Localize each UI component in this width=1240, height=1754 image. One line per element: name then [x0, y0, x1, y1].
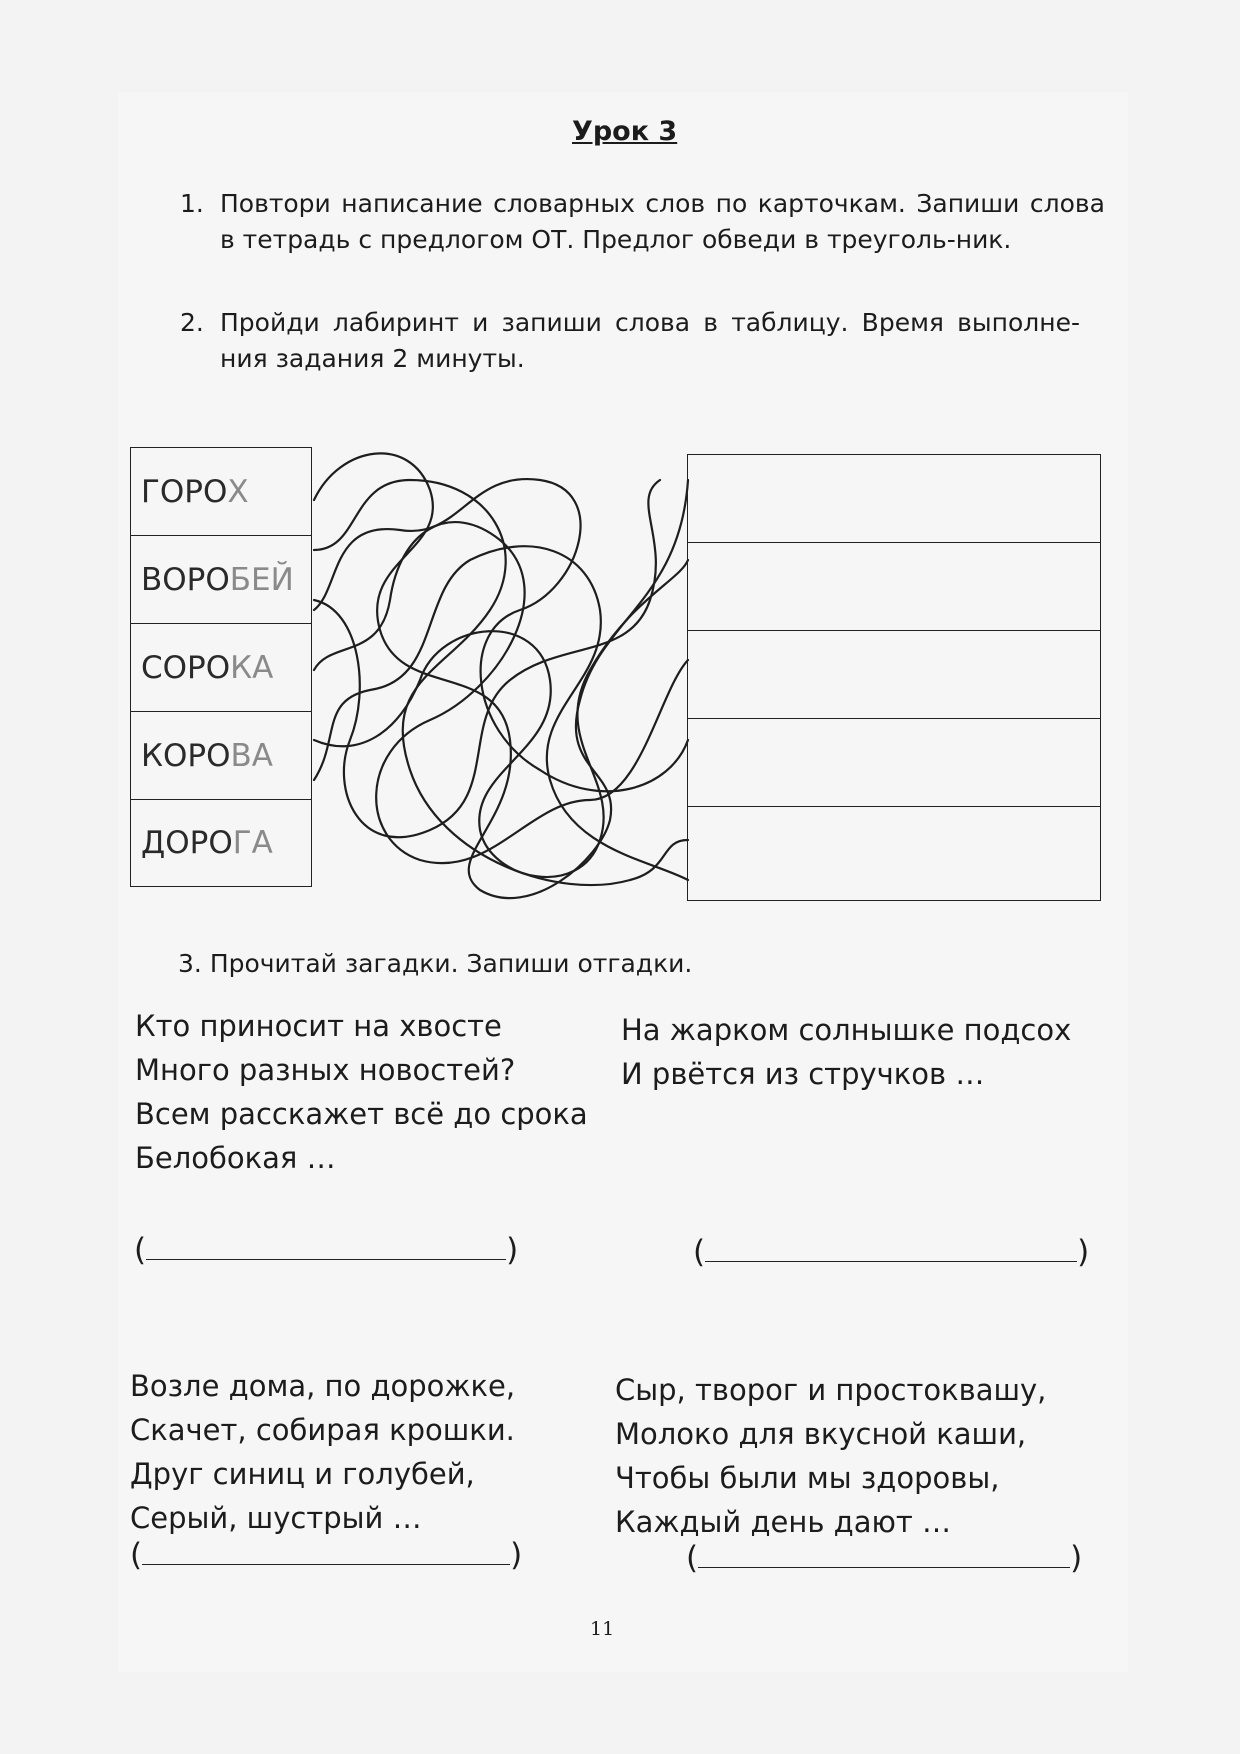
- answer-blank[interactable]: [130, 1537, 522, 1573]
- word-root: ГОРО: [141, 473, 228, 510]
- maze-word-box: [130, 623, 312, 711]
- task-text: Повтори написание словарных слов по карточкам. Запиши слова в тетрадь с предлогом ОТ. Предлог обведи в треуголь-ник.: [220, 189, 1105, 254]
- riddle-line: На жарком солнышке подсох: [621, 1013, 1072, 1047]
- lesson-title: Урок 3: [572, 116, 678, 147]
- riddle-line: Друг синиц и голубей,: [130, 1457, 475, 1491]
- riddle-peas: [621, 1008, 1071, 1096]
- riddle-line: Кто приносит на хвосте: [135, 1009, 502, 1043]
- riddle-line: Белобокая …: [135, 1141, 336, 1175]
- answer-line[interactable]: [142, 1538, 510, 1565]
- riddle-line: Каждый день дают …: [615, 1505, 952, 1539]
- word-ending: ГА: [232, 825, 273, 861]
- close-bracket: ): [1070, 1540, 1083, 1576]
- word-ending: КА: [230, 649, 274, 686]
- task-3: [178, 946, 692, 982]
- riddle-sparrow: [130, 1364, 515, 1540]
- word-ending: Х: [227, 473, 249, 510]
- word-ending: ВА: [230, 737, 273, 774]
- riddle-cow: [615, 1368, 1046, 1544]
- answer-cell[interactable]: [687, 806, 1101, 901]
- task-1: [180, 186, 1105, 258]
- answer-cell[interactable]: [687, 542, 1101, 630]
- open-bracket: (: [130, 1537, 143, 1573]
- close-bracket: ): [1077, 1234, 1090, 1270]
- maze-lines: [300, 440, 700, 920]
- task-2: [180, 305, 1080, 377]
- riddle-line: Скачет, собирая крошки.: [130, 1413, 515, 1447]
- word-ending: БЕЙ: [229, 561, 294, 598]
- answer-line[interactable]: [705, 1235, 1077, 1262]
- task-text: Пройди лабиринт и запиши слова в таблицу. Время выполне-ния задания 2 минуты.: [220, 308, 1080, 373]
- maze-word-box: [130, 447, 312, 535]
- answer-cell[interactable]: [687, 718, 1101, 806]
- riddle-magpie: [135, 1004, 588, 1180]
- word-root: ДОРО: [141, 825, 233, 861]
- riddle-line: Всем расскажет всё до срока: [135, 1097, 588, 1131]
- task-number: 3.: [178, 949, 202, 978]
- open-bracket: (: [134, 1232, 147, 1268]
- riddle-line: Много разных новостей?: [135, 1053, 516, 1087]
- answer-blank[interactable]: [693, 1234, 1089, 1270]
- maze-word-box: [130, 535, 312, 623]
- open-bracket: (: [693, 1234, 706, 1270]
- answer-cell[interactable]: [687, 630, 1101, 718]
- riddle-line: И рвётся из стручков …: [621, 1057, 985, 1091]
- answer-table: [687, 454, 1103, 901]
- maze-word-column: [130, 447, 314, 887]
- riddle-line: Серый, шустрый …: [130, 1501, 422, 1535]
- maze-word-box: [130, 711, 312, 799]
- close-bracket: ): [506, 1232, 519, 1268]
- riddle-line: Возле дома, по дорожке,: [130, 1369, 516, 1403]
- task-text: Прочитай загадки. Запиши отгадки.: [209, 949, 693, 978]
- answer-blank[interactable]: [134, 1232, 518, 1268]
- answer-line[interactable]: [698, 1541, 1070, 1568]
- word-root: ВОРО: [141, 561, 230, 598]
- answer-cell[interactable]: [687, 454, 1101, 542]
- open-bracket: (: [686, 1540, 699, 1576]
- riddle-line: Чтобы были мы здоровы,: [615, 1461, 1000, 1495]
- answer-blank[interactable]: [686, 1540, 1082, 1576]
- close-bracket: ): [510, 1537, 523, 1573]
- task-number: 1.: [180, 189, 204, 218]
- answer-line[interactable]: [146, 1233, 506, 1260]
- page-number: 11: [590, 1618, 615, 1640]
- task-number: 2.: [180, 308, 204, 337]
- riddle-line: Молоко для вкусной каши,: [615, 1417, 1027, 1451]
- word-root: КОРО: [141, 737, 231, 774]
- riddle-line: Сыр, творог и простоквашу,: [615, 1373, 1047, 1407]
- maze-word-box: [130, 799, 312, 887]
- word-root: СОРО: [141, 649, 231, 686]
